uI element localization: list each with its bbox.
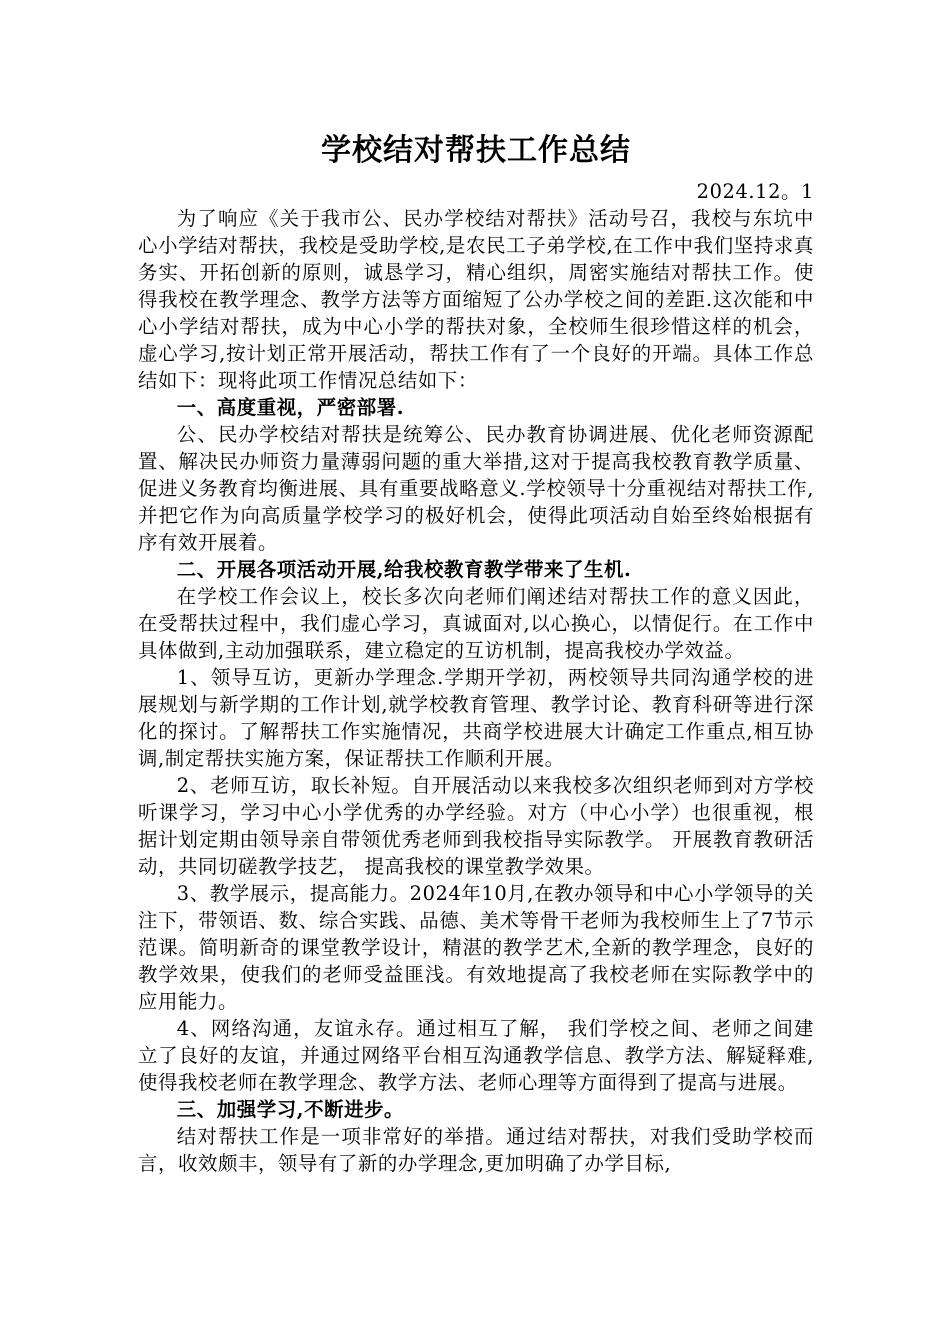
intro-paragraph: 为了响应《关于我市公、民办学校结对帮扶》活动号召，我校与东坑中心小学结对帮扶，我校是受助学校,是农民工子弟学校,在工作中我们坚持求真务实、开拓创新的原则，诚恳学习，精心组织，周密实施结对帮扶工作。使得我校在教学理念、教学方法等方面缩短了公办学校之间的差距.这次能和中心小学结对帮扶，成为中心小学的帮扶对象，全校师生很珍惜这样的机会，虚心学习,按计划正常开展活动，帮扶工作有了一个良好的开端。具体工作总结如下：现将此项工作情况总结如下： <box>138 207 814 392</box>
item-3-paragraph: 3、教学展示，提高能力。2024年10月,在教办领导和中心小学领导的关注下，带领语、数、综合实践、品德、美术等骨干老师为我校师生上了7节示范课。简明新奇的课堂教学设计，精湛的教学艺术,全新的教学理念，良好的教学效果，使我们的老师受益匪浅。有效地提高了我校老师在实际教学中的应用能力。 <box>138 882 814 1013</box>
section-1-paragraph: 公、民办学校结对帮扶是统筹公、民办教育协调进展、优化老师资源配置、解决民办师资力量薄弱问题的重大举措,这对于提高我校教育教学质量、促进义务教育均衡进展、具有重要战略意义.学校领导十分重视结对帮扶工作,并把它作为向高质量学校学习的极好机会，使得此项活动自始至终始根据有序有效开展着。 <box>138 423 814 554</box>
item-1-paragraph: 1、领导互访，更新办学理念.学期开学初，两校领导共同沟通学校的进展规划与新学期的工作计划,就学校教育管理、教学讨论、教育科研等进行深化的探讨。了解帮扶工作实施情况，共商学校进展大计确定工作重点,相互协调,制定帮扶实施方案，保证帮扶工作顺利开展。 <box>138 666 814 770</box>
section-2-paragraph: 在学校工作会议上，校长多次向老师们阐述结对帮扶工作的意义因此，在受帮扶过程中，我们虚心学习，真诚面对,以心换心，以情促行。在工作中具体做到,主动加强联系，建立稳定的互访机制，提高我校办学效益。 <box>138 585 814 662</box>
item-2-paragraph: 2、老师互访，取长补短。自开展活动以来我校多次组织老师到对方学校听课学习，学习中心小学优秀的办学经验。对方（中心小学）也很重视，根据计划定期由领导亲自带领优秀老师到我校指导实际教学。 开展教育教研活动，共同切磋教学技艺， 提高我校的课堂教学效果。 <box>138 774 814 878</box>
section-heading-2: 二、开展各项活动开展,给我校教育教学带来了生机. <box>176 558 632 581</box>
item-4-paragraph: 4、网络沟通，友谊永存。通过相互了解， 我们学校之间、老师之间建立了良好的友谊，并通过网络平台相互沟通教学信息、教学方法、解疑释难,使得我校老师在教学理念、教学方法、老师心理等方面得到了提高与进展。 <box>138 1017 814 1094</box>
document-date: 2024.12。1 <box>696 180 814 203</box>
section-heading-3: 三、加强学习,不断进步。 <box>176 1098 405 1121</box>
section-3-paragraph: 结对帮扶工作是一项非常好的举措。通过结对帮扶，对我们受助学校而言，收效颇丰，领导有了新的办学理念,更加明确了办学目标, <box>138 1125 814 1175</box>
document-page <box>138 130 814 1177</box>
document-title: 学校结对帮扶工作总结 <box>321 133 631 168</box>
section-heading-1: 一、高度重视，严密部署. <box>176 396 405 419</box>
